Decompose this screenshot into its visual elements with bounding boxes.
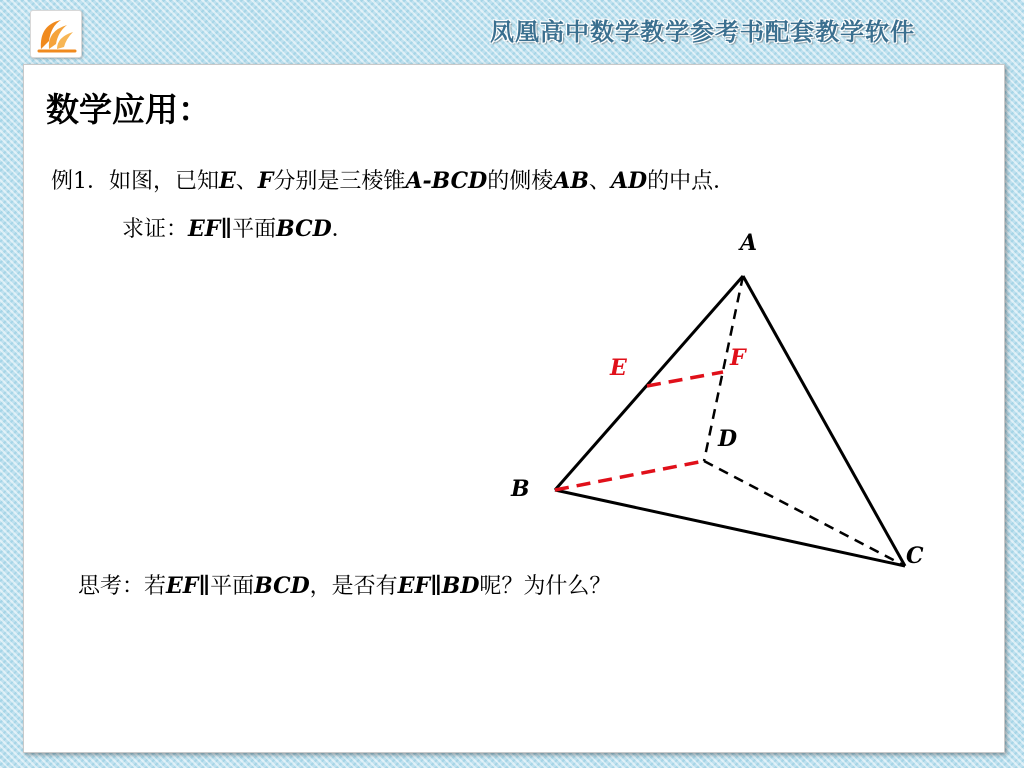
question-text: 平面 (210, 574, 255, 599)
segment-bd: BD (441, 573, 480, 599)
segment-ef: EF (188, 216, 221, 242)
example-text: 分别是三棱锥 (273, 169, 406, 194)
parallel-symbol: ∥ (198, 573, 211, 599)
point-e: E (219, 168, 236, 194)
pyramid-name: A-BCD (405, 168, 488, 194)
vertex-label-c: C (906, 543, 924, 569)
edge-ab: AB (553, 168, 589, 194)
edge-ab-line (555, 276, 743, 490)
parallel-symbol: ∥ (220, 216, 233, 242)
plane-bcd: BCD (254, 573, 310, 599)
example-text: 、 (588, 169, 611, 194)
edge-ad: AD (610, 168, 648, 194)
example-text: 、 (235, 169, 258, 194)
point-f: F (257, 168, 274, 194)
midpoint-label-e: E (610, 355, 627, 381)
banner-title: 凤凰高中数学教学参考书配套教学软件 (490, 18, 915, 46)
example-text: 的侧棱 (487, 169, 554, 194)
example-text: 例1．如图，已知 (51, 169, 219, 194)
edge-ac-line (743, 276, 905, 566)
vertex-label-b: B (511, 476, 530, 502)
vertex-label-a: A (740, 230, 758, 256)
question-text: ，是否有 (309, 574, 398, 599)
proof-text: ． (331, 217, 354, 242)
parallel-symbol: ∥ (430, 573, 442, 599)
plane-bcd: BCD (276, 216, 332, 242)
proof-text: 求证： (122, 217, 189, 242)
section-heading: 数学应用： (46, 90, 211, 129)
question-text: 思考：若 (78, 574, 167, 599)
example-text: 的中点． (647, 169, 736, 194)
question-text: 呢？为什么？ (479, 574, 612, 599)
segment-ef: EF (397, 573, 431, 599)
edge-bc-line (555, 490, 905, 566)
midpoint-label-f: F (730, 345, 746, 371)
proof-text: 平面 (232, 217, 277, 242)
vertex-label-d: D (718, 426, 738, 452)
segment-ef: EF (166, 573, 199, 599)
